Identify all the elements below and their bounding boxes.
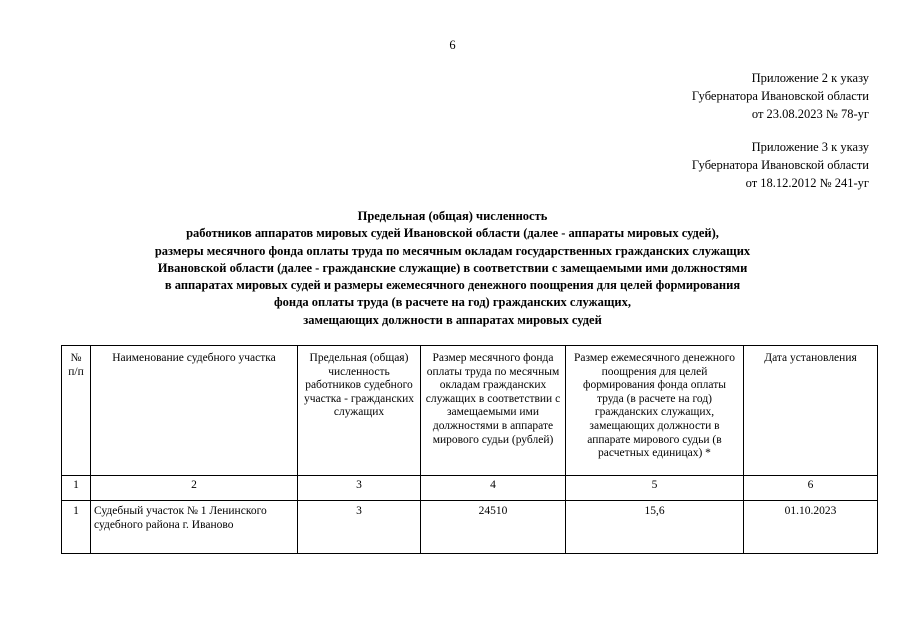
title-line: замещающих должности в аппаратах мировых судей	[303, 312, 602, 327]
column-number-row	[62, 476, 878, 501]
header-site-name: Наименование судебного участка	[91, 346, 298, 476]
appendix-3-line: от 18.12.2012 № 241-уг	[745, 176, 869, 191]
header-staff-limit: Предельная (общая) численность работников судебного участка - гражданских служащих	[298, 346, 421, 476]
appendix-3-reference	[692, 138, 869, 193]
document-title	[60, 208, 845, 329]
appendix-3-line: Приложение 3 к указу	[751, 140, 869, 154]
cell-monthly-fund: 24510	[421, 501, 566, 554]
appendix-2-reference	[692, 69, 869, 124]
title-line: в аппаратах мировых судей и размеры ежемесячного денежного поощрения для целей формирования	[164, 278, 741, 293]
title-line: фонда оплаты труда (в расчете на год) гражданских служащих,	[274, 295, 631, 310]
title-line: Ивановской области (далее - гражданские служащие) в соответствии с замещаемыми ими должностями	[157, 260, 748, 275]
appendix-3-line: Губернатора Ивановской области	[691, 158, 869, 173]
column-number: 5	[566, 476, 744, 501]
cell-monthly-bonus: 15,6	[566, 501, 744, 554]
appendix-2-line: от 23.08.2023 № 78-уг	[751, 107, 869, 122]
column-number: 6	[744, 476, 878, 501]
page-number: 6	[449, 38, 456, 52]
cell-staff-limit: 3	[298, 501, 421, 554]
column-number: 4	[421, 476, 566, 501]
cell-date: 01.10.2023	[744, 501, 878, 554]
header-date: Дата установления	[744, 346, 878, 476]
table-header-row	[62, 346, 878, 476]
cell-number: 1	[62, 501, 91, 554]
appendix-2-line: Приложение 2 к указу	[751, 71, 869, 85]
title-line: Предельная (общая) численность	[357, 209, 548, 223]
column-number: 2	[91, 476, 298, 501]
table-row	[62, 501, 878, 554]
title-line: работников аппаратов мировых судей Ивановской области (далее - аппараты мировых судей),	[186, 226, 719, 241]
staffing-table	[61, 345, 878, 554]
header-monthly-bonus: Размер ежемесячного денежного поощрения для целей формирования фонда оплаты труда (в расчете на год) гражданских служащих, замещающих должности в аппарате мирового судьи (в расчетных единицах) *	[566, 346, 744, 476]
title-line: размеры месячного фонда оплаты труда по месячным окладам государственных гражданских служащих	[154, 243, 751, 258]
appendix-2-line: Губернатора Ивановской области	[691, 89, 869, 104]
column-number: 3	[298, 476, 421, 501]
cell-site-name: Судебный участок № 1 Ленинского судебного района г. Иваново	[91, 501, 298, 554]
column-number: 1	[62, 476, 91, 501]
header-number: № п/п	[62, 346, 91, 476]
header-monthly-fund: Размер месячного фонда оплаты труда по месячным окладам гражданских служащих в соответствии с замещаемыми ими должностями в аппарате мирового судьи (рублей)	[421, 346, 566, 476]
